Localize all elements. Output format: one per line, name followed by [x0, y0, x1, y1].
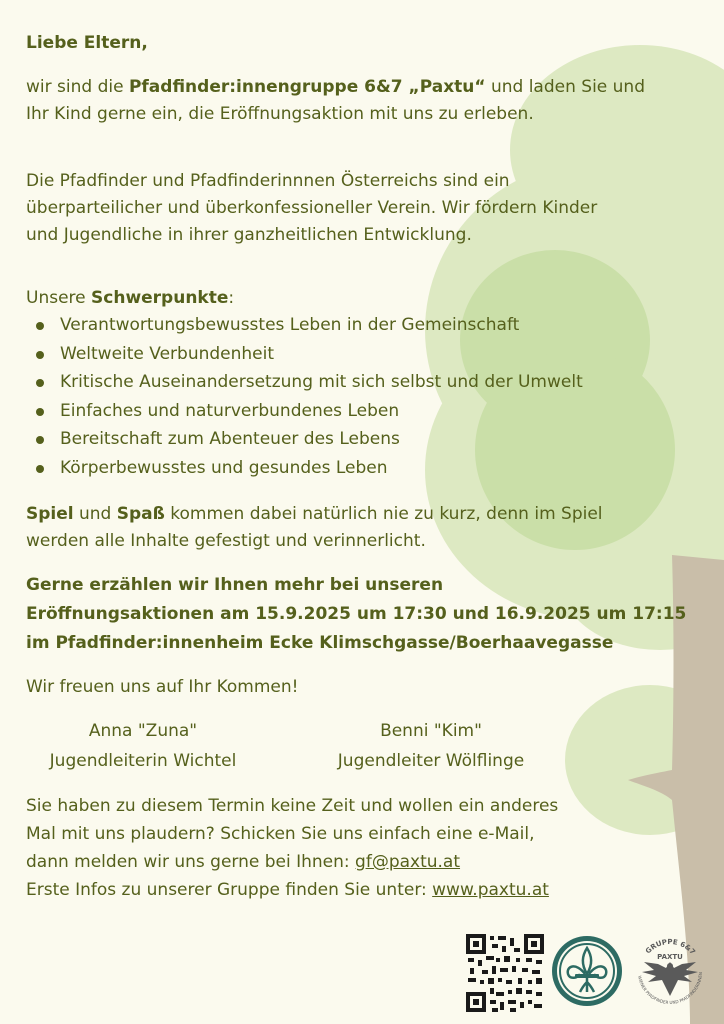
contact-line1: Sie haben zu diesem Termin keine Zeit und wollen ein anderes: [26, 796, 559, 816]
play-mid: und: [73, 504, 117, 524]
contact-line2: Mal mit uns plaudern? Schicken Sie uns einfach eine e-Mail,: [26, 824, 535, 844]
greeting: Liebe Eltern,: [26, 33, 148, 53]
paxtu-eagle-icon: [630, 932, 710, 1012]
website-link[interactable]: www.paxtu.at: [432, 880, 549, 900]
intro-post: und laden Sie und: [485, 77, 645, 97]
badge-ring-text: WIENER PFADFINDER UND PFADFINDERINNEN: [637, 971, 704, 1006]
list-item: Bereitschaft zum Abenteuer des Lebens: [26, 425, 583, 454]
about-line3: und Jugendliche in ihrer ganzheitlichen Entwicklung.: [26, 225, 472, 245]
contact-line3: dann melden wir uns gerne bei Ihnen:: [26, 852, 356, 872]
list-item: Kritische Auseinandersetzung mit sich selbst und der Umwelt: [26, 368, 583, 397]
scout-lily-icon: [550, 934, 624, 1008]
signature-name: Benni "Kim": [380, 721, 482, 741]
events-line1: Gerne erzählen wir Ihnen mehr bei unseren: [26, 575, 444, 595]
signature-anna: [30, 716, 256, 776]
events-line2: Eröffnungsaktionen am 15.9.2025 um 17:30 und 16.9.2025 um 17:15: [26, 604, 687, 624]
about-line1: Die Pfadfinder und Pfadfinderinnnen Österreichs sind ein: [26, 171, 510, 191]
events-line3: im Pfadfinder:innenheim Ecke Klimschgasse/Boerhaavegasse: [26, 633, 614, 653]
intro-paragraph: [26, 74, 645, 128]
badge-name-text: PAXTU: [657, 953, 683, 961]
focus-post: :: [228, 288, 235, 308]
signature-benni: [318, 716, 544, 776]
play-word1: Spiel: [26, 504, 74, 524]
signature-role: Jugendleiterin Wichtel: [49, 751, 237, 771]
play-word2: Spaß: [116, 504, 165, 524]
group-name: Pfadfinder:innengruppe 6&7 „Paxtu“: [128, 77, 486, 97]
play-paragraph: [26, 501, 603, 555]
focus-heading: [26, 285, 234, 312]
contact-paragraph: [26, 792, 558, 904]
qr-code-icon: [466, 934, 544, 1012]
play-rest: kommen dabei natürlich nie zu kurz, denn im Spiel: [164, 504, 603, 524]
focus-label: Schwerpunkte: [91, 288, 229, 308]
about-line2: überparteilicher und überkonfessioneller Verein. Wir fördern Kinder: [26, 198, 598, 218]
badge-top-text: GRUPPE 6&7: [644, 937, 697, 957]
list-item: Verantwortungsbewusstes Leben in der Gemeinschaft: [26, 311, 583, 340]
closing: Wir freuen uns auf Ihr Kommen!: [26, 677, 299, 697]
email-link[interactable]: gf@paxtu.at: [355, 852, 461, 872]
play-line2: werden alle Inhalte gefestigt und verinnerlicht.: [26, 531, 426, 551]
list-item: Weltweite Verbundenheit: [26, 340, 583, 369]
focus-list: [26, 311, 583, 482]
events-paragraph: [26, 571, 686, 658]
signature-role: Jugendleiter Wölflinge: [337, 751, 525, 771]
intro-line2: Ihr Kind gerne ein, die Eröffnungsaktion mit uns zu erleben.: [26, 104, 534, 124]
focus-pre: Unsere: [26, 288, 92, 308]
contact-line4: Erste Infos zu unserer Gruppe finden Sie unter:: [26, 880, 433, 900]
about-paragraph: [26, 168, 597, 249]
signature-name: Anna "Zuna": [88, 721, 198, 741]
list-item: Körperbewusstes und gesundes Leben: [26, 454, 583, 483]
list-item: Einfaches und naturverbundenes Leben: [26, 397, 583, 426]
intro-pre: wir sind die: [26, 77, 129, 97]
